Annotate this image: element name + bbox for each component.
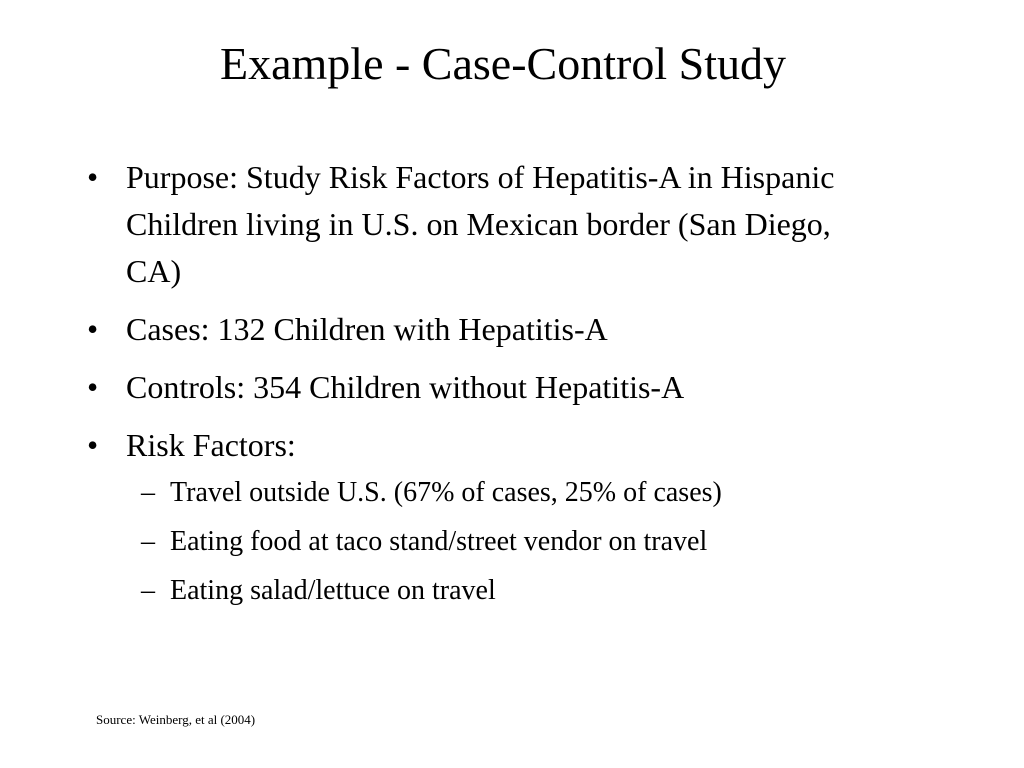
bullet-risk-factors <box>84 422 884 469</box>
sub-bullet-marker: – <box>141 575 155 606</box>
bullet-purpose <box>84 154 884 295</box>
sub-bullet-list <box>84 473 884 611</box>
source-citation: Source: Weinberg, et al (2004) <box>96 712 256 727</box>
bullet-cases <box>84 306 884 353</box>
sub-bullet-marker: – <box>141 477 155 508</box>
bullet-text: Purpose: Study Risk Factors of Hepatitis-A in Hispanic Children living in U.S. on Mexican border (San Diego, CA) <box>126 159 835 289</box>
sub-bullet-text: Eating salad/lettuce on travel <box>170 575 496 606</box>
bullet-controls <box>84 364 884 411</box>
bullet-marker: • <box>87 159 99 195</box>
bullet-text: Risk Factors: <box>126 427 296 463</box>
bullet-text: Controls: 354 Children without Hepatitis-A <box>126 369 685 405</box>
slide-title: Example - Case-Control Study <box>220 38 786 89</box>
sub-bullet-travel <box>126 473 884 513</box>
sub-bullet-salad <box>126 571 884 611</box>
sub-bullet-text: Eating food at taco stand/street vendor on travel <box>170 526 708 557</box>
bullet-text: Cases: 132 Children with Hepatitis-A <box>126 311 608 347</box>
bullet-marker: • <box>87 369 99 405</box>
bullet-marker: • <box>87 311 99 347</box>
sub-bullet-taco-stand <box>126 522 884 562</box>
bullet-marker: • <box>87 427 99 463</box>
sub-bullet-marker: – <box>141 526 155 557</box>
bullet-list <box>84 154 884 620</box>
sub-bullet-text: Travel outside U.S. (67% of cases, 25% of cases) <box>170 477 722 508</box>
sub-bullet-group <box>84 473 884 611</box>
